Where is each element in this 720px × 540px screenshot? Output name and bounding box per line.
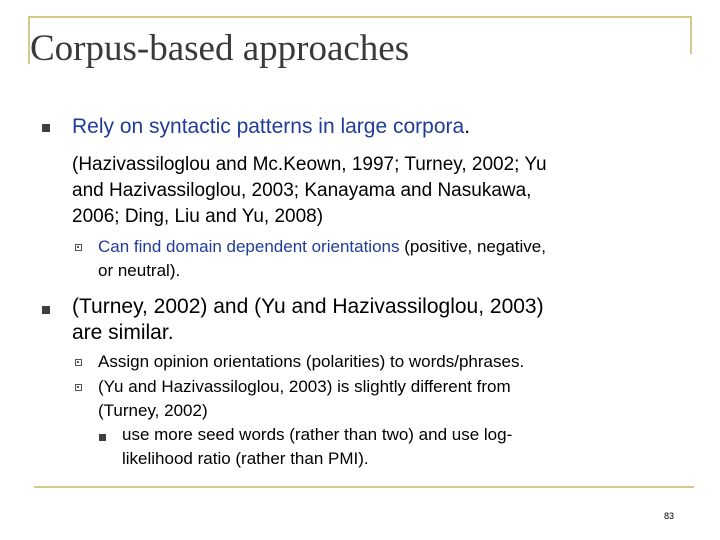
- sub-sub-bullet-line-2: likelihood ratio (rather than PMI).: [122, 449, 369, 468]
- frame-top-line: [28, 16, 691, 18]
- frame-right-line: [690, 16, 692, 54]
- sub-bullet-2-2-line-2: (Turney, 2002): [98, 401, 208, 420]
- bullet-2-line-2: are similar.: [72, 321, 174, 344]
- hollow-square-bullet-icon: [75, 244, 82, 251]
- bullet-1-text: [72, 115, 470, 139]
- hollow-square-bullet-icon: [75, 359, 82, 366]
- bullet-1-refs-line-2: and Hazivassiloglou, 2003; Kanayama and Nasukawa,: [72, 180, 532, 201]
- sub-bullet-2-1: Assign opinion orientations (polarities) to words/phrases.: [98, 352, 525, 371]
- page-number: 83: [664, 511, 675, 521]
- sub-bullet-1-1-rest: (positive, negative,: [399, 237, 546, 256]
- small-square-bullet-icon: [99, 434, 106, 441]
- bullet-square-icon: [42, 306, 50, 314]
- sub-bullet-1-1: [98, 237, 546, 257]
- bullet-2-line-1: (Turney, 2002) and (Yu and Hazivassiloglou, 2003): [72, 295, 544, 318]
- sub-sub-bullet-line-1: use more seed words (rather than two) and use log-: [122, 425, 513, 444]
- hollow-square-bullet-icon: [75, 384, 82, 391]
- sub-bullet-1-1-highlight: Can find domain dependent orientations: [98, 237, 400, 256]
- bullet-square-icon: [42, 124, 50, 132]
- bullet-1-main: Rely on syntactic patterns in large corpora: [72, 115, 465, 138]
- sub-bullet-1-1-line-2: or neutral).: [98, 261, 181, 280]
- bullet-1-refs-line-3: 2006; Ding, Liu and Yu, 2008): [72, 206, 324, 227]
- slide-title: Corpus-based approaches: [30, 28, 410, 69]
- bullet-1-refs-line-1: (Hazivassiloglou and Mc.Keown, 1997; Turney, 2002; Yu: [72, 154, 547, 175]
- sub-bullet-2-2-line-1: (Yu and Hazivassiloglou, 2003) is slightly different from: [98, 377, 511, 396]
- bullet-1-period: .: [464, 115, 471, 138]
- frame-bottom-line: [34, 486, 694, 488]
